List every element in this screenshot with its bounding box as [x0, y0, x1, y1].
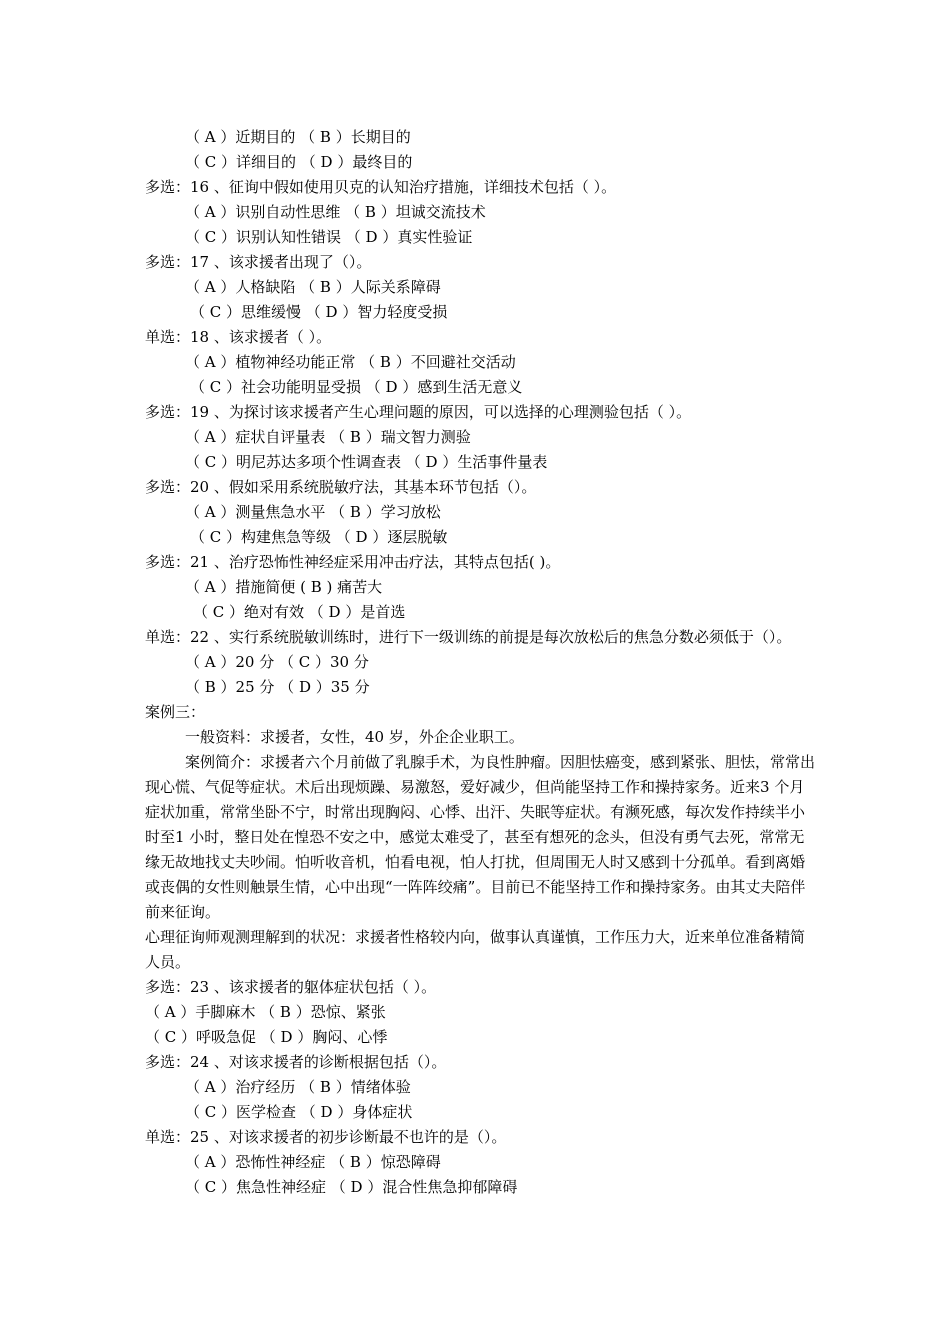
option-line: （ A ）人格缺陷 （ B ）人际关系障碍	[185, 278, 441, 296]
option-line: （ A ）恐怖性神经症 （ B ）惊恐障碍	[185, 1153, 441, 1171]
option-line: （ C ）呼吸急促 （ D ）胸闷、心悸	[145, 1028, 388, 1046]
option-line: （ A ）测量焦急水平 （ B ）学习放松	[185, 503, 441, 521]
case-general-info: 一般资料：求援者，女性，40 岁，外企企业职工。	[185, 728, 524, 746]
option-line: （ C ）社会功能明显受损 （ D ）感到生活无意义	[190, 378, 523, 396]
option-line: （ C ）明尼苏达多项个性调查表 （ D ）生活事件量表	[185, 453, 548, 471]
option-line: （ A ）植物神经功能正常 （ B ）不回避社交活动	[185, 353, 516, 371]
option-line: （ A ）症状自评量表 （ B ）瑞文智力测验	[185, 428, 471, 446]
option-line: （ A ）手脚麻木 （ B ）恐惊、紧张	[145, 1003, 386, 1021]
option-line: （ C ）思维缓慢 （ D ）智力轻度受损	[190, 303, 448, 321]
option-line: （ C ）构建焦急等级 （ D ）逐层脱敏	[190, 528, 448, 546]
option-line: （ C ）绝对有效 （ D ）是首选	[193, 603, 406, 621]
question-18: 单选：18 、该求援者（ ）。	[145, 328, 332, 346]
option-line: （ A ）识别自动性思维 （ B ）坦诚交流技术	[185, 203, 486, 221]
question-25: 单选：25 、对该求援者的初步诊断最不也许的是（）。	[145, 1128, 507, 1146]
option-line: （ A ）措施简便 ( B ) 痛苦大	[185, 578, 383, 596]
option-line: （ C ）详细目的 （ D ）最终目的	[185, 153, 413, 171]
option-line: （ A ）20 分 （ C ）30 分	[185, 653, 369, 671]
question-23: 多选：23 、该求援者的躯体症状包括（ ）。	[145, 978, 437, 996]
question-24: 多选：24 、对该求援者的诊断根据包括（）。	[145, 1053, 447, 1071]
question-19: 多选：19 、为探讨该求援者产生心理问题的原因，可以选择的心理测验包括（ ）。	[145, 403, 692, 421]
option-line: （ A ）近期目的 （ B ）长期目的	[185, 128, 411, 146]
case-summary: 案例简介：求援者六个月前做了乳腺手术，为良性肿瘤。因胆怯癌变，感到紧张、胆怯，常常出现心慌、气促等症状。术后出现烦躁、易激怒，爱好减少，但尚能坚持工作和操持家务。近来3 个月症状加重，常常坐卧不宁，时常出现胸闷、心悸、出汗、失眠等症状。有濒死感，每次发作持续半小时至1 小时，整日处在惶恐不安之中，感觉太难受了，甚至有想死的念头，但没有勇气去死，常常无缘无故地找丈夫吵闹。怕听收音机，怕看电视，怕人打扰，但周围无人时又感到十分孤单。看到离婚或丧偶的女性则触景生情，心中出现“一阵阵绞痛”。目前已不能坚持工作和操持家务。由其丈夫陪伴前来征询。	[145, 753, 816, 921]
option-line: （ C ）识别认知性错误 （ D ）真实性验证	[185, 228, 473, 246]
option-line: （ A ）治疗经历 （ B ）情绪体验	[185, 1078, 411, 1096]
question-16: 多选：16 、征询中假如使用贝克的认知治疗措施，详细技术包括（ ）。	[145, 178, 617, 196]
question-17: 多选：17 、该求援者出现了（）。	[145, 253, 372, 271]
case-heading: 案例三：	[145, 703, 206, 721]
option-line: （ C ）医学检查 （ D ）身体症状	[185, 1103, 413, 1121]
option-line: （ B ）25 分 （ D ）35 分	[185, 678, 370, 696]
option-line: （ C ）焦急性神经症 （ D ）混合性焦急抑郁障碍	[185, 1178, 518, 1196]
page-content	[145, 125, 815, 1200]
question-22: 单选：22 、实行系统脱敏训练时，进行下一级训练的前提是每次放松后的焦急分数必须低于（）。	[145, 628, 792, 646]
question-20: 多选：20 、假如采用系统脱敏疗法，其基本环节包括（）。	[145, 478, 537, 496]
question-21: 多选：21 、治疗恐怖性神经症采用冲击疗法，其特点包括( )。	[145, 553, 561, 571]
counselor-observation: 心理征询师观测理解到的状况：求援者性格较内向，做事认真谨慎，工作压力大，近来单位准备精简人员。	[145, 928, 806, 971]
